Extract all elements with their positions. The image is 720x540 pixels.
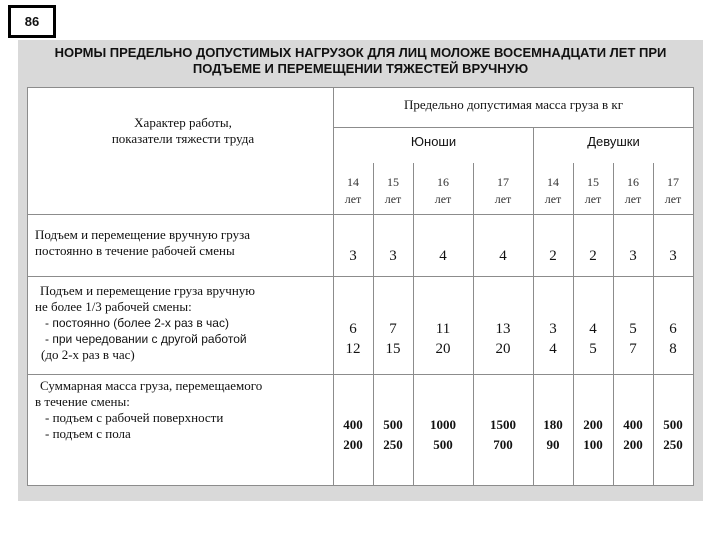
page-number: 86 — [24, 14, 40, 29]
row-1-value: 3 — [389, 248, 397, 264]
row-1-value: 2 — [549, 248, 557, 264]
age-header: 15 лет — [584, 175, 602, 206]
row-2-value: 11 20 — [435, 321, 451, 357]
page-number-badge — [8, 5, 56, 38]
age-header: 16 лет — [624, 175, 642, 206]
row-3-value: 500 250 — [383, 417, 403, 452]
row-3-value: 500 250 — [663, 417, 683, 452]
age-header: 17 лет — [494, 175, 512, 206]
row-2-value: 3 4 — [549, 321, 557, 357]
row-1-value: 3 — [349, 248, 357, 264]
row-2-value: 6 12 — [345, 321, 361, 357]
row-3-value: 1500 700 — [490, 417, 516, 452]
title-line-1: НОРМЫ ПРЕДЕЛЬНО ДОПУСТИМЫХ НАГРУЗОК ДЛЯ ЛИЦ МОЛОЖЕ ВОСЕМНАДЦАТИ ЛЕТ ПРИ — [54, 45, 667, 60]
row-2-value: 6 8 — [669, 321, 677, 357]
row-2-value: 5 7 — [629, 321, 637, 357]
age-header: 17 лет — [664, 175, 682, 206]
header-max-mass: Предельно допустимая масса груза в кг — [403, 97, 624, 112]
row-1-value: 4 — [499, 248, 507, 264]
row-1-value: 2 — [589, 248, 597, 264]
age-header: 14 лет — [544, 175, 562, 206]
row-1-label: Подъем и перемещение вручную груза постоянно в течение рабочей смены — [35, 227, 251, 258]
load-norms-table — [27, 87, 694, 486]
page-title — [18, 45, 703, 77]
row-2-value: 4 5 — [589, 321, 597, 357]
header-girls: Девушки — [587, 134, 640, 149]
row-1-value: 4 — [439, 248, 447, 264]
row-3-label: Суммарная масса груза, перемещаемого в течение смены: - подъем с рабочей поверхности - подъем с пола — [35, 378, 263, 441]
row-2-label: Подъем и перемещение груза вручную не более 1/3 рабочей смены: - постоянно (более 2-х раз в час) - при чередовании с другой работой (до 2-х раз в час) — [35, 283, 256, 362]
grid-line — [28, 276, 693, 277]
grid-line — [333, 127, 693, 128]
row-2-value: 7 15 — [385, 321, 401, 357]
age-header: 15 лет — [384, 175, 402, 206]
row-3-value: 200 100 — [583, 417, 603, 452]
row-3-value: 180 90 — [543, 417, 563, 452]
header-work-type: Характер работы, показатели тяжести труда — [111, 115, 255, 146]
row-3-value: 400 200 — [343, 417, 363, 452]
age-header: 14 лет — [344, 175, 362, 206]
title-line-2: ПОДЪЕМЕ И ПЕРЕМЕЩЕНИИ ТЯЖЕСТЕЙ ВРУЧНУЮ — [192, 61, 529, 76]
grid-line — [28, 374, 693, 375]
row-1-value: 3 — [629, 248, 637, 264]
row-2-value: 13 20 — [495, 321, 511, 357]
header-boys: Юноши — [410, 134, 457, 149]
age-header: 16 лет — [434, 175, 452, 206]
grid-line — [28, 214, 693, 215]
row-3-value: 400 200 — [623, 417, 643, 452]
row-3-value: 1000 500 — [430, 417, 456, 452]
row-1-value: 3 — [669, 248, 677, 264]
